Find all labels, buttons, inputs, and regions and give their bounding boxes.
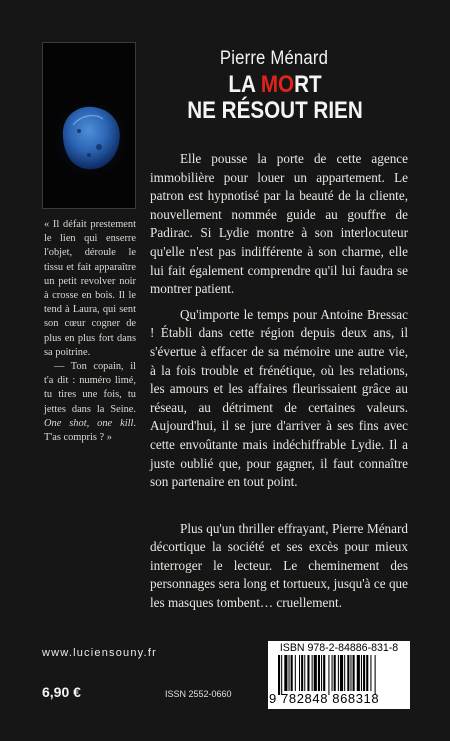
summary-paragraph: Qu'importe le temps pour Antoine Bressac ! Établi dans cette région depuis deux ans, il s'évertue à effacer de sa mémoire une autre vie, à la fois trouble et frénétique, où les relations, les amours et les affaires fleurissaient grâce au réseau, au détriment de certaines valeurs. Aujourd'hui, il se jure d'arriver à ses fins avec cette envoûtante mais indéchiffrable Lydie. Il a juste oublié que, pour gagner, il faut connaître son partenaire en tout point. bbox=[150, 306, 408, 490]
quote-text: — Ton copain, il t'a dit : numéro limé, tu tires une fois, tu jettes dans la Seine. bbox=[44, 361, 136, 415]
title-part: RT bbox=[294, 71, 322, 98]
quote-paragraph bbox=[44, 360, 136, 445]
issn-number: ISSN 2552-0660 bbox=[165, 689, 232, 699]
excerpt-quote bbox=[44, 218, 136, 445]
barcode-bar bbox=[291, 655, 293, 691]
quote-paragraph: « Il défait prestement le lien qui enserre l'objet, déroule le tissu et fait apparaître un petit revolver noir à crosse en bois. Il le tend à Laura, qui sent son cœur cogner de plus en plus fort dans sa poitrine. bbox=[44, 219, 136, 358]
price: 6,90 € bbox=[42, 684, 81, 700]
barcode-bar bbox=[370, 655, 371, 691]
barcode-bar bbox=[299, 655, 300, 691]
barcode-bar bbox=[304, 655, 305, 691]
barcode-bar bbox=[366, 655, 368, 691]
author-name: Pierre Ménard bbox=[219, 48, 329, 69]
barcode-bar bbox=[363, 655, 365, 691]
title-line-1 bbox=[159, 72, 391, 98]
barcode-bar bbox=[332, 655, 333, 691]
quote-italic: One shot, one kill bbox=[44, 417, 134, 429]
barcode-bar bbox=[284, 655, 287, 691]
quote-text: . T'as compris ? » bbox=[44, 417, 136, 444]
barcode-bar bbox=[353, 655, 355, 691]
summary-paragraph: Elle pousse la porte de cette agence immobilière pour louer un appartement. Le patron est hypnotisé par la beauté de la cliente, nouvellement nommée guide au gouffre de Padirac. Si Lydie montre à son interlocuteur qu'elle n'est pas indifférente à son charme, elle lui fait également comprendre qu'il lui faudra se montrer patient. bbox=[150, 151, 408, 297]
barcode-bar bbox=[314, 655, 317, 691]
barcode-digits: 9 782848 868318 bbox=[269, 691, 380, 706]
summary-paragraph: Plus qu'un thriller effrayant, Pierre Ménard décortique la société et ses excès pour mieux interroger le lecteur. Le cheminement des personnages sera long et tortueux, jusqu'à ce que les masques tombent… cruellement. bbox=[150, 520, 408, 611]
barcode-bar bbox=[344, 655, 345, 691]
barcode-bar bbox=[321, 655, 322, 691]
barcode-bar bbox=[278, 655, 280, 695]
barcode-bar bbox=[289, 655, 290, 691]
isbn-number: ISBN 978-2-84886-831-8 bbox=[279, 642, 399, 654]
barcode-bar bbox=[338, 655, 339, 691]
barcode-bar bbox=[357, 655, 360, 691]
barcode-bars bbox=[278, 655, 404, 695]
barcode-bar bbox=[307, 655, 309, 691]
title-accent: MO bbox=[260, 71, 295, 98]
barcode-bar bbox=[328, 655, 329, 695]
barcode-bar bbox=[312, 655, 313, 691]
title-line-2: NE RÉSOUT RIEN bbox=[187, 97, 363, 124]
barcode-bar bbox=[375, 655, 376, 695]
back-cover-summary bbox=[150, 150, 408, 613]
barcode-bar bbox=[340, 655, 343, 691]
barcode-bar bbox=[318, 655, 320, 691]
barcode-bar bbox=[301, 655, 303, 691]
cover-photo bbox=[42, 42, 136, 209]
barcode-bar bbox=[323, 655, 325, 691]
barcode-bar bbox=[334, 655, 336, 691]
barcode-bar bbox=[347, 655, 349, 691]
barcode-bar bbox=[361, 655, 362, 691]
barcode-bar bbox=[295, 655, 296, 691]
barcode-bar bbox=[281, 655, 282, 695]
barcode-bar bbox=[350, 655, 351, 691]
title-part: LA bbox=[228, 71, 261, 98]
isbn-barcode bbox=[268, 641, 410, 709]
book-title bbox=[159, 72, 391, 124]
publisher-website: www.luciensouny.fr bbox=[42, 647, 157, 659]
